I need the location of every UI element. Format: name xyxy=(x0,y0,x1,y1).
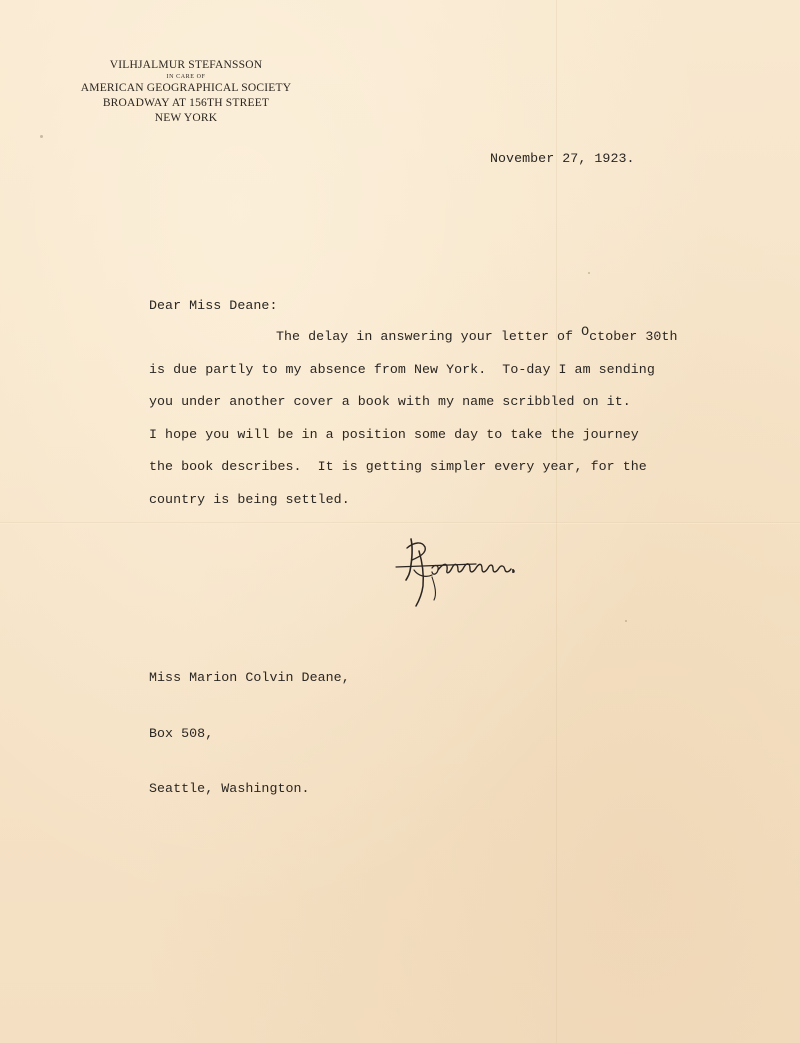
body-line-2: is due partly to my absence from New York. To-day I am sending xyxy=(149,362,655,377)
letter-date: November 27, 1923. xyxy=(490,151,635,166)
body-line-5: the book describes. It is getting simpler every year, for the xyxy=(149,459,647,474)
signature-drawing xyxy=(392,530,542,612)
letterhead-organization: AMERICAN GEOGRAPHICAL SOCIETY xyxy=(80,82,292,94)
recipient-box: Box 508, xyxy=(149,725,214,741)
body-line-3: you under another cover a book with my name scribbled on it. xyxy=(149,394,631,409)
recipient-address xyxy=(149,632,350,836)
letterhead-care-of: IN CARE OF xyxy=(166,74,206,80)
salutation: Dear Miss Deane: xyxy=(149,298,278,313)
paper-speck xyxy=(588,272,590,274)
fold-crease-horizontal xyxy=(0,522,800,524)
handwritten-signature xyxy=(392,530,542,612)
body-line-1-raised-letter: O xyxy=(581,324,590,339)
letterhead-city: NEW YORK xyxy=(154,112,218,124)
body-line-4: I hope you will be in a position some day to take the journey xyxy=(149,427,639,442)
recipient-name: Miss Marion Colvin Deane, xyxy=(149,670,350,685)
body-line-1-end: ctober 30th xyxy=(589,329,678,344)
letterhead xyxy=(55,58,317,126)
letterhead-street: BROADWAY AT 156TH STREET xyxy=(102,97,270,109)
paper-speck xyxy=(625,620,627,622)
body-line-6: country is being settled. xyxy=(149,492,350,507)
paper-speck xyxy=(40,135,43,138)
recipient-city: Seattle, Washington. xyxy=(149,781,310,796)
body-line-1-start: The delay in answering your letter of xyxy=(276,329,582,344)
body-line-1 xyxy=(276,324,678,344)
letterhead-name: VILHJALMUR STEFANSSON xyxy=(109,59,263,71)
